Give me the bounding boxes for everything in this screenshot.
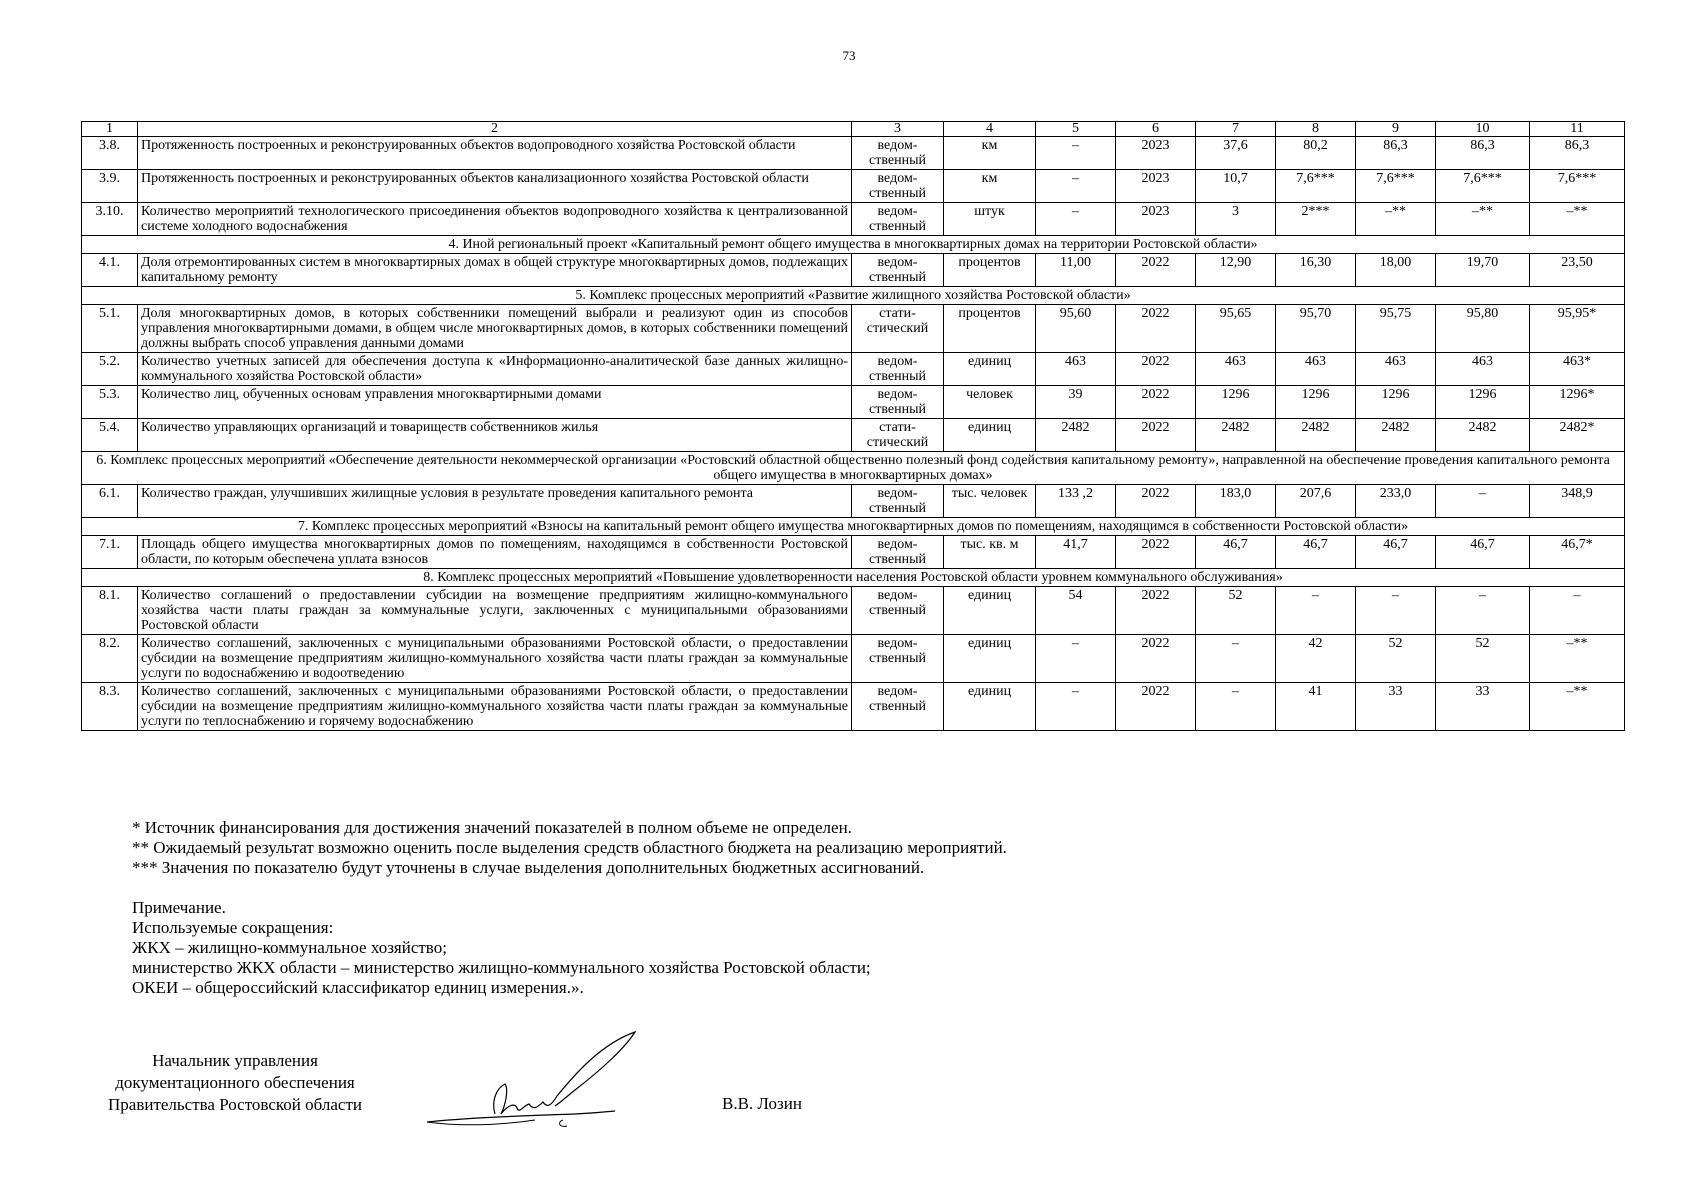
section-title: 5. Комплекс процессных мероприятий «Развитие жилищного хозяйства Ростовской области» [82,287,1625,305]
section-row [82,518,1625,536]
cell-unit: человек [944,386,1036,419]
cell-c8: 2482 [1276,419,1356,452]
footnote: ** Ожидаемый результат возможно оценить после выделения средств областного бюджета на реализацию мероприятий. [132,838,1007,857]
table-row [82,587,1625,635]
cell-type: ведом-ственный [852,170,944,203]
section-row [82,569,1625,587]
cell-type: ведом-ственный [852,635,944,683]
cell-c6: 2022 [1116,353,1196,386]
cell-c11: 7,6*** [1530,170,1625,203]
cell-num: 3.10. [82,203,138,236]
remark-line: ОКЕИ – общероссийский классификатор единиц измерения.». [132,978,584,997]
header-cell: 1 [82,122,138,137]
cell-c6: 2022 [1116,419,1196,452]
cell-c5: 95,60 [1036,305,1116,353]
cell-c11: –** [1530,635,1625,683]
cell-num: 5.3. [82,386,138,419]
cell-c9: 233,0 [1356,485,1436,518]
table-row [82,137,1625,170]
cell-type: ведом-ственный [852,536,944,569]
cell-unit: процентов [944,305,1036,353]
cell-unit: единиц [944,683,1036,731]
cell-c7: 37,6 [1196,137,1276,170]
cell-c10: 52 [1436,635,1530,683]
cell-name: Количество управляющих организаций и товариществ собственников жилья [138,419,852,452]
cell-unit: тыс. человек [944,485,1036,518]
cell-num: 8.3. [82,683,138,731]
cell-type: ведом-ственный [852,386,944,419]
header-cell: 4 [944,122,1036,137]
cell-type: ведом-ственный [852,587,944,635]
cell-c6: 2022 [1116,254,1196,287]
table-row [82,536,1625,569]
cell-c11: 463* [1530,353,1625,386]
table-row [82,683,1625,731]
cell-c5: 41,7 [1036,536,1116,569]
remarks [132,898,871,998]
cell-num: 3.9. [82,170,138,203]
cell-type: стати-стический [852,419,944,452]
cell-c5: 2482 [1036,419,1116,452]
cell-c9: 1296 [1356,386,1436,419]
cell-c10: 46,7 [1436,536,1530,569]
cell-num: 5.1. [82,305,138,353]
cell-c6: 2023 [1116,137,1196,170]
cell-c11: 23,50 [1530,254,1625,287]
cell-c6: 2022 [1116,386,1196,419]
section-row [82,452,1625,485]
cell-c10: 7,6*** [1436,170,1530,203]
header-cell: 7 [1196,122,1276,137]
cell-c5: – [1036,137,1116,170]
cell-num: 8.2. [82,635,138,683]
cell-c10: 19,70 [1436,254,1530,287]
table-row [82,353,1625,386]
section-row [82,236,1625,254]
cell-name: Протяженность построенных и реконструированных объектов канализационного хозяйства Ростовской области [138,170,852,203]
remark-line: ЖКХ – жилищно-коммунальное хозяйство; [132,938,447,957]
cell-type: ведом-ственный [852,203,944,236]
cell-c5: – [1036,170,1116,203]
cell-c6: 2022 [1116,485,1196,518]
cell-c7: 463 [1196,353,1276,386]
cell-c6: 2022 [1116,305,1196,353]
cell-c5: – [1036,635,1116,683]
table-body [82,122,1625,731]
cell-type: ведом-ственный [852,137,944,170]
cell-unit: единиц [944,353,1036,386]
cell-name: Доля многоквартирных домов, в которых собственники помещений выбрали и реализуют один из способов управления многоквартирными домами, в общем числе многоквартирных домов, в которых собственники помещений должны выбрать способ управления данными домами [138,305,852,353]
cell-c8: 80,2 [1276,137,1356,170]
cell-c7: – [1196,635,1276,683]
cell-unit: тыс. кв. м [944,536,1036,569]
cell-c9: 463 [1356,353,1436,386]
cell-c5: 133 ,2 [1036,485,1116,518]
cell-c9: –** [1356,203,1436,236]
footnote: *** Значения по показателю будут уточнены в случае выделения дополнительных бюджетных ассигнований. [132,858,925,877]
section-row [82,287,1625,305]
cell-c10: 2482 [1436,419,1530,452]
cell-type: ведом-ственный [852,254,944,287]
cell-unit: процентов [944,254,1036,287]
cell-c5: 463 [1036,353,1116,386]
cell-unit: единиц [944,635,1036,683]
cell-c9: – [1356,587,1436,635]
cell-c6: 2022 [1116,635,1196,683]
remark-line: Используемые сокращения: [132,918,334,937]
cell-num: 5.2. [82,353,138,386]
table-row [82,386,1625,419]
cell-name: Количество лиц, обученных основам управления многоквартирными домами [138,386,852,419]
cell-type: ведом-ственный [852,485,944,518]
cell-c8: 2*** [1276,203,1356,236]
cell-name: Доля отремонтированных систем в многоквартирных домах в общей структуре многоквартирных домов, подлежащих капитальному ремонту [138,254,852,287]
cell-c9: 7,6*** [1356,170,1436,203]
cell-c9: 95,75 [1356,305,1436,353]
cell-c7: 2482 [1196,419,1276,452]
page-number: 73 [842,48,856,63]
cell-c5: – [1036,203,1116,236]
cell-c7: 183,0 [1196,485,1276,518]
cell-c10: 463 [1436,353,1530,386]
header-row [82,122,1625,137]
cell-c9: 2482 [1356,419,1436,452]
cell-c9: 86,3 [1356,137,1436,170]
handwritten-signature [425,1030,665,1130]
indicators-table [81,121,1625,731]
cell-type: ведом-ственный [852,353,944,386]
remark-line: Примечание. [132,898,226,917]
signatory-name: В.В. Лозин [722,1094,802,1113]
section-title: 4. Иной региональный проект «Капитальный ремонт общего имущества в многоквартирных домах на территории Ростовской области» [82,236,1625,254]
cell-unit: единиц [944,587,1036,635]
cell-num: 8.1. [82,587,138,635]
cell-c10: – [1436,587,1530,635]
cell-num: 3.8. [82,137,138,170]
signatory-title-line: Начальник управления [152,1051,318,1070]
table-row [82,305,1625,353]
table-row [82,419,1625,452]
cell-c5: 54 [1036,587,1116,635]
cell-c7: 95,65 [1196,305,1276,353]
cell-c10: 86,3 [1436,137,1530,170]
cell-c11: 1296* [1530,386,1625,419]
cell-num: 6.1. [82,485,138,518]
header-cell: 2 [138,122,852,137]
section-title: 7. Комплекс процессных мероприятий «Взносы на капитальный ремонт общего имущества многоквартирных домов по помещениям, находящимся в собственности Ростовской области» [82,518,1625,536]
cell-c8: 41 [1276,683,1356,731]
header-cell: 10 [1436,122,1530,137]
cell-name: Площадь общего имущества многоквартирных домов по помещениям, находящимся в собственности Ростовской области, по которым обеспечена уплата взносов [138,536,852,569]
cell-c8: 42 [1276,635,1356,683]
cell-c5: – [1036,683,1116,731]
cell-unit: штук [944,203,1036,236]
footnotes [132,818,1007,878]
table-row [82,170,1625,203]
footnote: * Источник финансирования для достижения значений показателей в полном объеме не определен. [132,818,852,837]
cell-c5: 39 [1036,386,1116,419]
cell-num: 4.1. [82,254,138,287]
remark-line: министерство ЖКХ области – министерство жилищно-коммунального хозяйства Ростовской области; [132,958,871,977]
table-row [82,635,1625,683]
cell-c11: – [1530,587,1625,635]
cell-c7: 3 [1196,203,1276,236]
cell-c7: 12,90 [1196,254,1276,287]
cell-c8: 207,6 [1276,485,1356,518]
cell-c9: 33 [1356,683,1436,731]
cell-unit: единиц [944,419,1036,452]
section-title: 6. Комплекс процессных мероприятий «Обеспечение деятельности некоммерческой организации «Ростовский областной общественно полезный фонд содействия капитальному ремонту», направленной на обеспечение проведения капитального ремонта общего имущества в многоквартирных домах» [82,452,1625,485]
header-cell: 6 [1116,122,1196,137]
cell-c7: 52 [1196,587,1276,635]
cell-c6: 2023 [1116,203,1196,236]
cell-c6: 2022 [1116,683,1196,731]
cell-c7: 1296 [1196,386,1276,419]
cell-num: 5.4. [82,419,138,452]
cell-c11: 2482* [1530,419,1625,452]
cell-c8: 16,30 [1276,254,1356,287]
cell-name: Протяженность построенных и реконструированных объектов водопроводного хозяйства Ростовской области [138,137,852,170]
cell-c11: 86,3 [1530,137,1625,170]
cell-c10: 95,80 [1436,305,1530,353]
signatory-title-line: документационного обеспечения [115,1073,355,1092]
cell-c11: 95,95* [1530,305,1625,353]
cell-c8: 463 [1276,353,1356,386]
cell-c8: 1296 [1276,386,1356,419]
header-cell: 5 [1036,122,1116,137]
cell-c6: 2023 [1116,170,1196,203]
cell-name: Количество мероприятий технологического присоединения объектов водопроводного хозяйства к централизованной системе холодного водоснабжения [138,203,852,236]
cell-type: ведом-ственный [852,683,944,731]
signatory-title [70,1050,400,1116]
cell-name: Количество соглашений, заключенных с муниципальными образованиями Ростовской области, о предоставлении субсидии на возмещение предприятиям жилищно-коммунального хозяйства части платы граждан за коммунальные услуги по водоснабжению и водоотведению [138,635,852,683]
cell-type: стати-стический [852,305,944,353]
cell-c11: 46,7* [1530,536,1625,569]
header-cell: 3 [852,122,944,137]
cell-c9: 46,7 [1356,536,1436,569]
header-cell: 9 [1356,122,1436,137]
cell-name: Количество соглашений, заключенных с муниципальными образованиями Ростовской области, о предоставлении субсидии на возмещение предприятиям жилищно-коммунального хозяйства части платы граждан за коммунальные услуги по теплоснабжению и горячему водоснабжению [138,683,852,731]
cell-unit: км [944,170,1036,203]
section-title: 8. Комплекс процессных мероприятий «Повышение удовлетворенности населения Ростовской области уровнем коммунального обслуживания» [82,569,1625,587]
cell-c7: 10,7 [1196,170,1276,203]
table-row [82,254,1625,287]
cell-c5: 11,00 [1036,254,1116,287]
header-cell: 11 [1530,122,1625,137]
signatory-title-line: Правительства Ростовской области [108,1095,362,1114]
cell-c10: – [1436,485,1530,518]
cell-c9: 18,00 [1356,254,1436,287]
cell-name: Количество соглашений о предоставлении субсидии на возмещение предприятиям жилищно-коммунального хозяйства части платы граждан за коммунальные услуги, заключенных с муниципальными образованиями Ростовской области [138,587,852,635]
header-cell: 8 [1276,122,1356,137]
cell-c6: 2022 [1116,587,1196,635]
cell-c8: – [1276,587,1356,635]
table-row [82,203,1625,236]
cell-c8: 95,70 [1276,305,1356,353]
cell-c10: –** [1436,203,1530,236]
cell-c10: 33 [1436,683,1530,731]
cell-c6: 2022 [1116,536,1196,569]
cell-name: Количество граждан, улучшивших жилищные условия в результате проведения капитального ремонта [138,485,852,518]
cell-c8: 7,6*** [1276,170,1356,203]
table-row [82,485,1625,518]
cell-c7: 46,7 [1196,536,1276,569]
cell-num: 7.1. [82,536,138,569]
cell-c11: –** [1530,683,1625,731]
cell-c10: 1296 [1436,386,1530,419]
cell-c11: –** [1530,203,1625,236]
cell-c9: 52 [1356,635,1436,683]
cell-c11: 348,9 [1530,485,1625,518]
cell-c8: 46,7 [1276,536,1356,569]
cell-name: Количество учетных записей для обеспечения доступа к «Информационно-аналитической базе данных жилищно-коммунального хозяйства Ростовской области» [138,353,852,386]
cell-c7: – [1196,683,1276,731]
cell-unit: км [944,137,1036,170]
